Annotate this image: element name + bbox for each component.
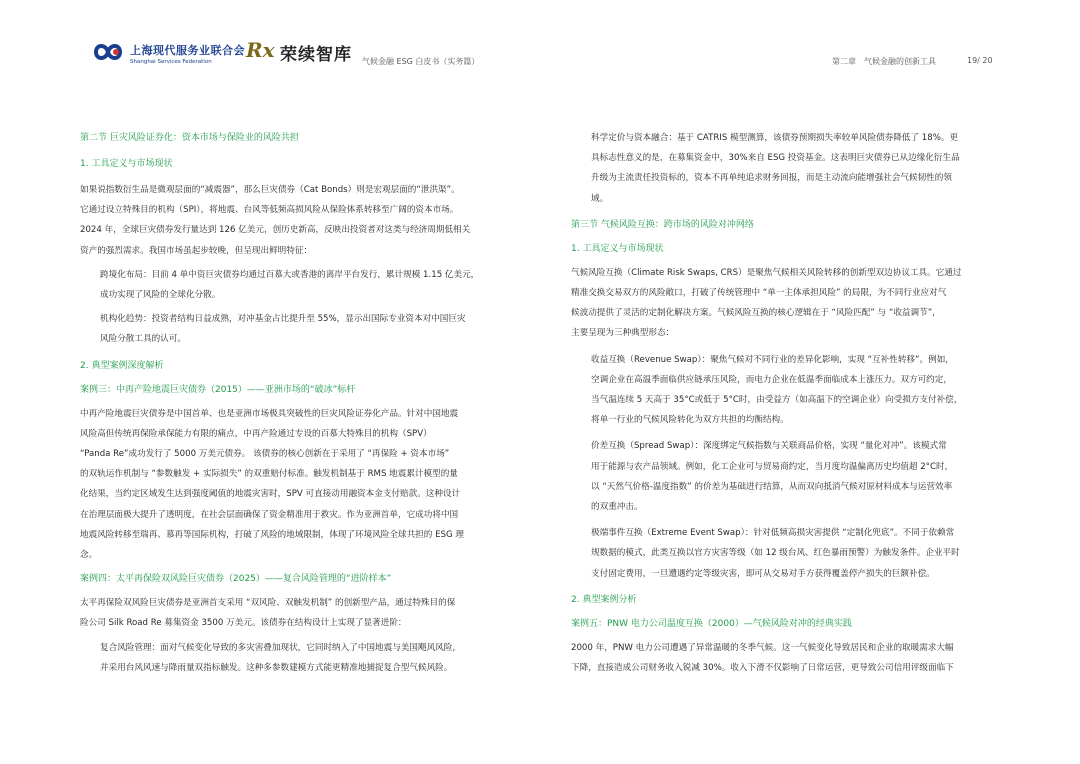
org-name-en: Shanghai Services Federation [130, 59, 212, 65]
text-line: 机构化趋势：投资者结构日益成熟，对冲基金占比提升至 55%，显示出国际专业资本对中国巨灾 [100, 314, 466, 325]
text-line: 当气温连续 5 天高于 35°C或低于 5°C时，由受益方（如高温下的空调企业）向受损方支付补偿， [591, 395, 963, 406]
text-line: 风险分散工具的认可。 [100, 334, 186, 345]
text-line: 气候风险互换（Climate Risk Swaps, CRS）是聚焦气候相关风险转移的创新型双边协议工具。它通过 [571, 267, 962, 278]
case-heading: 案例五：PNW 电力公司温度互换（2000）—气候风险对冲的经典实践 [571, 618, 852, 629]
paragraph [80, 404, 512, 566]
ssf-logo-icon [92, 40, 124, 64]
paragraph [80, 593, 512, 633]
case-heading: 案例三：中再产险地震巨灾债券（2015）——亚洲市场的“破冰”标杆 [80, 384, 356, 395]
paragraph [571, 638, 1003, 678]
text-line: 精准交换交易双方的风险敞口，打破了传统管理中 “单一主体承担风险” 的局限，为不同行业应对气 [571, 288, 947, 299]
bullet-paragraph [80, 265, 512, 305]
text-line: 的双轨运作机制与 “参数触发 + 实际损失” 的双重赔付标准。触发机制基于 RMS 地震累计模型的量 [80, 469, 458, 480]
text-line: 并采用台风风速与降雨量双指标触发。这种多参数建模方式能更精准地捕捉复合型气候风险。 [100, 662, 453, 673]
text-line: 的双重冲击。 [591, 502, 643, 513]
bullet-paragraph [571, 436, 1003, 517]
bullet-paragraph [80, 309, 512, 349]
left-column [80, 128, 512, 678]
case-heading: 案例四：太平再保险双风险巨灾债券（2025）——复合风险管理的“进阶样本” [80, 574, 392, 585]
brand-mark-icon: Rx [246, 38, 275, 62]
text-line: 资产的强烈需求。我国市场虽起步较晚，但呈现出鲜明特征： [80, 245, 313, 256]
text-line: 收益互换（Revenue Swap）：聚焦气候对不同行业的差异化影响，实现 “互补性转移”。例如， [591, 354, 954, 365]
section-heading: 第二节 巨灾风险证券化：资本市场与保险业的风险共担 [80, 133, 299, 143]
bullet-paragraph [571, 350, 1003, 431]
text-line: 中再产险地震巨灾债券是中国首单、也是亚洲市场极具突破性的巨灾风险证券化产品。针对中国地震 [80, 408, 459, 419]
text-line: 太平再保险双风险巨灾债券是亚洲首支采用 “双风险、双触发机制” 的创新型产品，通过特殊目的保 [80, 598, 456, 609]
ssf-logo-text [130, 42, 245, 65]
text-line: “Panda Re”成功发行了 5000 万美元债券。 该债券的核心创新在于采用了 “再保险 + 资本市场” [80, 449, 450, 460]
text-line: 念。 [80, 550, 98, 561]
subsection-heading: 1. 工具定义与市场现状 [571, 243, 664, 254]
text-line: 域。 [591, 193, 609, 204]
right-column [571, 128, 1003, 678]
paragraph [80, 180, 512, 261]
text-line: 科学定价与资本融合：基于 CATRIS 模型测算，该债券预期损失率较单风险债券降低了 18%。更 [591, 133, 959, 143]
document-title: 气候金融 ESG 白皮书（实务篇） [362, 57, 480, 66]
text-line: 以 “天然气价格-温度指数” 的价差为基础进行结算，从而双向抵消气候对原材料成本与运营效率 [591, 481, 953, 492]
text-line: 2024 年，全球巨灾债券发行量达到 126 亿美元，创历史新高，反映出投资者对这类与经济周期低相关 [80, 225, 471, 236]
text-line: 下降，直接造成公司财务收入锐减 30%。收入下滑不仅影响了日常运营，更导致公司信用评级面临下 [571, 663, 954, 674]
text-line: 价差互换（Spread Swap）：深度绑定气候指数与关联商品价格，实现 “量化对冲”。该模式常 [591, 441, 947, 452]
text-line: 具标志性意义的是，在募集资金中，30%来自 ESG 投资基金。这表明巨灾债券已从边缘化衍生品 [591, 153, 960, 164]
text-line: 在治理层面极大提升了透明度，在社会层面确保了资金精准用于救灾。作为亚洲首单，它成功将中国 [80, 509, 459, 520]
bullet-paragraph [571, 523, 1003, 584]
page-number: 19/ 20 [967, 56, 993, 65]
subsection-heading: 1. 工具定义与市场现状 [80, 159, 173, 169]
text-line: 极端事件互换（Extreme Event Swap）：针对低频高损灾害提供 “定制化兜底”。不同于依赖常 [591, 528, 955, 539]
text-line: 规数据的模式，此类互换以官方灾害等级（如 12 级台风、红色暴雨预警）为触发条件。企业平时 [591, 548, 960, 559]
section-heading: 第三节 气候风险互换：跨市场的风险对冲网络 [571, 219, 754, 230]
text-line: 风险高但传统再保险承保能力有限的痛点，中再产险通过专设的百慕大特殊目的机构（SPV） [80, 428, 432, 439]
text-line: 地震风险转移至瑞再、慕再等国际机构，打破了风险的地域限制，体现了环境风险全球共担的 ESG 理 [80, 529, 464, 540]
paragraph [571, 263, 1003, 344]
subsection-heading: 2. 典型案例深度解析 [80, 360, 164, 371]
text-line: 主要呈现为三种典型形态： [571, 328, 675, 339]
chapter-title: 第二章 气候金融的创新工具 [832, 57, 936, 66]
brand-name: 荣续智库 [280, 45, 352, 65]
text-line: 险公司 Silk Road Re 募集资金 3500 万美元。该债券在结构设计上实现了显著进阶： [80, 618, 407, 629]
text-line: 2000 年，PNW 电力公司遭遇了异常温暖的冬季气候。这一气候变化导致居民和企业的取暖需求大幅 [571, 642, 954, 653]
text-line: 支付固定费用，一旦遭遇约定等级灾害，即可从交易对手方获得覆盖停产损失的巨额补偿。 [591, 568, 935, 579]
bullet-paragraph [80, 638, 512, 678]
text-line: 用于能源与农产品领域。例如，化工企业可与贸易商约定，当月度均温偏离历史均值超 2°C时， [591, 461, 954, 472]
text-line: 化结果，当约定区域发生达到强度阈值的地震灾害时，SPV 可直接动用融资本金支付赔款。这种设计 [80, 489, 461, 500]
text-line: 复合风险管理：面对气候变化导致的多灾害叠加现状，它同时纳入了中国地震与美国飓风风险， [100, 642, 461, 653]
subsection-heading: 2. 典型案例分析 [571, 594, 637, 605]
bullet-paragraph [571, 128, 1003, 209]
text-line: 升级为主流责任投资标的，资本不再单纯追求财务回报，而是主动流向能增强社会气候韧性的领 [591, 173, 952, 184]
text-line: 跨境化布局：目前 4 单中资巨灾债券均通过百慕大或香港的离岸平台发行，累计规模 1.15 亿美元， [100, 269, 480, 280]
text-line: 候波动提供了灵活的定制化解决方案。气候风险互换的核心逻辑在于 “风险匹配” 与 “收益调节”， [571, 308, 941, 319]
text-line: 空调企业在高温季面临供应链承压风险，而电力企业在低温季面临成本上涨压力。双方可约定， [591, 374, 952, 385]
page-header [0, 0, 1080, 80]
org-name-cn: 上海现代服务业联合会 [130, 44, 245, 57]
text-line: 它通过设立特殊目的机构（SPI），将地震、台风等低频高损风险从保险体系转移至广阔的资本市场。 [80, 205, 459, 216]
text-line: 如果说指数衍生品是微观层面的“减震器”，那么巨灾债券（Cat Bonds）则是宏观层面的“泄洪渠”。 [80, 185, 460, 195]
text-line: 将单一行业的气候风险转化为双方共担的均衡结构。 [591, 415, 789, 426]
text-line: 成功实现了风险的全球化分散。 [100, 290, 221, 301]
